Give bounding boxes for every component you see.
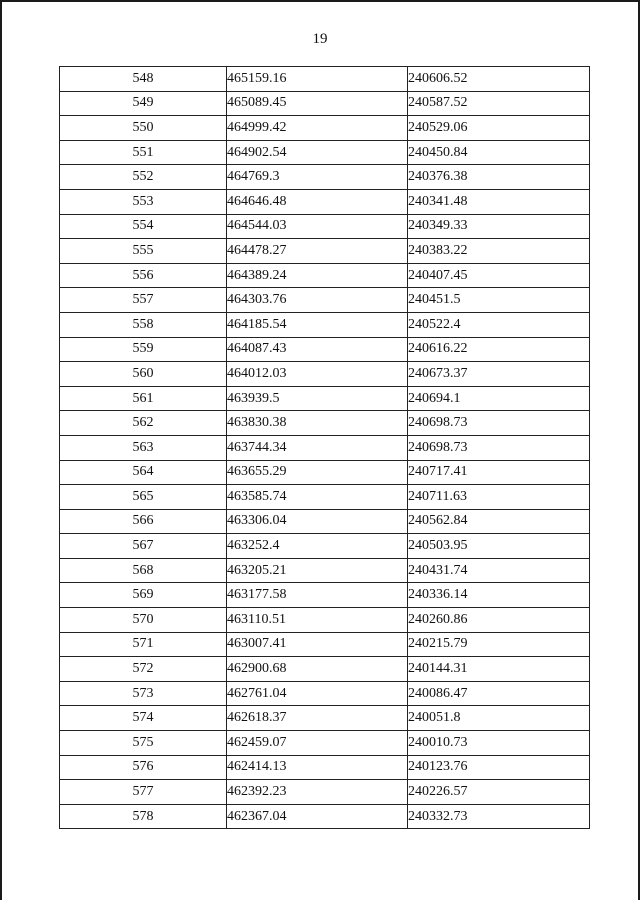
- table-row: [60, 288, 590, 313]
- table-row: [60, 239, 590, 264]
- y-coordinate-cell: 240051.8: [408, 706, 590, 731]
- point-id-cell: 567: [60, 534, 227, 559]
- point-id-cell: 573: [60, 681, 227, 706]
- point-id-cell: 562: [60, 411, 227, 436]
- table-row: [60, 509, 590, 534]
- point-id-cell: 554: [60, 214, 227, 239]
- x-coordinate-cell: 464185.54: [227, 312, 408, 337]
- coordinate-table-body: [60, 67, 590, 829]
- table-row: [60, 558, 590, 583]
- point-id-cell: 576: [60, 755, 227, 780]
- table-row: [60, 214, 590, 239]
- y-coordinate-cell: 240698.73: [408, 435, 590, 460]
- x-coordinate-cell: 464087.43: [227, 337, 408, 362]
- x-coordinate-cell: 463585.74: [227, 485, 408, 510]
- point-id-cell: 556: [60, 263, 227, 288]
- page-number: 19: [312, 31, 328, 47]
- y-coordinate-cell: 240451.5: [408, 288, 590, 313]
- y-coordinate-cell: 240587.52: [408, 91, 590, 116]
- table-row: [60, 312, 590, 337]
- x-coordinate-cell: 463110.51: [227, 608, 408, 633]
- x-coordinate-cell: 464303.76: [227, 288, 408, 313]
- point-id-cell: 559: [60, 337, 227, 362]
- x-coordinate-cell: 464012.03: [227, 362, 408, 387]
- x-coordinate-cell: 464478.27: [227, 239, 408, 264]
- x-coordinate-cell: 464646.48: [227, 189, 408, 214]
- y-coordinate-cell: 240376.38: [408, 165, 590, 190]
- y-coordinate-cell: 240673.37: [408, 362, 590, 387]
- point-id-cell: 558: [60, 312, 227, 337]
- x-coordinate-cell: 462761.04: [227, 681, 408, 706]
- point-id-cell: 564: [60, 460, 227, 485]
- point-id-cell: 575: [60, 731, 227, 756]
- table-row: [60, 657, 590, 682]
- x-coordinate-cell: 464902.54: [227, 140, 408, 165]
- table-row: [60, 411, 590, 436]
- point-id-cell: 565: [60, 485, 227, 510]
- y-coordinate-cell: 240144.31: [408, 657, 590, 682]
- x-coordinate-cell: 463177.58: [227, 583, 408, 608]
- y-coordinate-cell: 240450.84: [408, 140, 590, 165]
- table-row: [60, 116, 590, 141]
- table-row: [60, 804, 590, 829]
- table-row: [60, 460, 590, 485]
- x-coordinate-cell: 463252.4: [227, 534, 408, 559]
- y-coordinate-cell: 240616.22: [408, 337, 590, 362]
- x-coordinate-cell: 462459.07: [227, 731, 408, 756]
- point-id-cell: 555: [60, 239, 227, 264]
- x-coordinate-cell: 462900.68: [227, 657, 408, 682]
- y-coordinate-cell: 240717.41: [408, 460, 590, 485]
- table-row: [60, 534, 590, 559]
- x-coordinate-cell: 464999.42: [227, 116, 408, 141]
- table-row: [60, 435, 590, 460]
- y-coordinate-cell: 240694.1: [408, 386, 590, 411]
- point-id-cell: 560: [60, 362, 227, 387]
- y-coordinate-cell: 240431.74: [408, 558, 590, 583]
- x-coordinate-cell: 463830.38: [227, 411, 408, 436]
- y-coordinate-cell: 240341.48: [408, 189, 590, 214]
- y-coordinate-cell: 240529.06: [408, 116, 590, 141]
- y-coordinate-cell: 240260.86: [408, 608, 590, 633]
- x-coordinate-cell: 462414.13: [227, 755, 408, 780]
- x-coordinate-cell: 464389.24: [227, 263, 408, 288]
- point-id-cell: 557: [60, 288, 227, 313]
- x-coordinate-cell: 465159.16: [227, 67, 408, 92]
- x-coordinate-cell: 463306.04: [227, 509, 408, 534]
- y-coordinate-cell: 240562.84: [408, 509, 590, 534]
- point-id-cell: 577: [60, 780, 227, 805]
- y-coordinate-cell: 240407.45: [408, 263, 590, 288]
- point-id-cell: 566: [60, 509, 227, 534]
- table-row: [60, 485, 590, 510]
- y-coordinate-cell: 240086.47: [408, 681, 590, 706]
- table-row: [60, 386, 590, 411]
- table-row: [60, 583, 590, 608]
- x-coordinate-cell: 463655.29: [227, 460, 408, 485]
- x-coordinate-cell: 463205.21: [227, 558, 408, 583]
- point-id-cell: 553: [60, 189, 227, 214]
- y-coordinate-cell: 240215.79: [408, 632, 590, 657]
- y-coordinate-cell: 240522.4: [408, 312, 590, 337]
- table-row: [60, 608, 590, 633]
- y-coordinate-cell: 240336.14: [408, 583, 590, 608]
- x-coordinate-cell: 462367.04: [227, 804, 408, 829]
- table-row: [60, 67, 590, 92]
- point-id-cell: 569: [60, 583, 227, 608]
- point-id-cell: 571: [60, 632, 227, 657]
- point-id-cell: 548: [60, 67, 227, 92]
- y-coordinate-cell: 240332.73: [408, 804, 590, 829]
- table-row: [60, 337, 590, 362]
- y-coordinate-cell: 240383.22: [408, 239, 590, 264]
- x-coordinate-cell: 464769.3: [227, 165, 408, 190]
- table-row: [60, 681, 590, 706]
- y-coordinate-cell: 240698.73: [408, 411, 590, 436]
- x-coordinate-cell: 462392.23: [227, 780, 408, 805]
- point-id-cell: 549: [60, 91, 227, 116]
- table-row: [60, 632, 590, 657]
- point-id-cell: 563: [60, 435, 227, 460]
- table-row: [60, 165, 590, 190]
- y-coordinate-cell: 240123.76: [408, 755, 590, 780]
- table-row: [60, 140, 590, 165]
- table-row: [60, 362, 590, 387]
- x-coordinate-cell: 463007.41: [227, 632, 408, 657]
- y-coordinate-cell: 240711.63: [408, 485, 590, 510]
- x-coordinate-cell: 463744.34: [227, 435, 408, 460]
- table-row: [60, 706, 590, 731]
- table-row: [60, 91, 590, 116]
- point-id-cell: 568: [60, 558, 227, 583]
- x-coordinate-cell: 463939.5: [227, 386, 408, 411]
- point-id-cell: 572: [60, 657, 227, 682]
- table-row: [60, 263, 590, 288]
- point-id-cell: 551: [60, 140, 227, 165]
- point-id-cell: 578: [60, 804, 227, 829]
- x-coordinate-cell: 464544.03: [227, 214, 408, 239]
- page-border-top: [0, 0, 640, 2]
- y-coordinate-cell: 240349.33: [408, 214, 590, 239]
- table-row: [60, 189, 590, 214]
- point-id-cell: 561: [60, 386, 227, 411]
- point-id-cell: 552: [60, 165, 227, 190]
- x-coordinate-cell: 462618.37: [227, 706, 408, 731]
- point-id-cell: 570: [60, 608, 227, 633]
- point-id-cell: 550: [60, 116, 227, 141]
- y-coordinate-cell: 240226.57: [408, 780, 590, 805]
- y-coordinate-cell: 240503.95: [408, 534, 590, 559]
- x-coordinate-cell: 465089.45: [227, 91, 408, 116]
- y-coordinate-cell: 240606.52: [408, 67, 590, 92]
- y-coordinate-cell: 240010.73: [408, 731, 590, 756]
- table-row: [60, 731, 590, 756]
- point-id-cell: 574: [60, 706, 227, 731]
- table-row: [60, 780, 590, 805]
- coordinate-table: [59, 66, 590, 829]
- table-row: [60, 755, 590, 780]
- page-border-left: [0, 0, 2, 900]
